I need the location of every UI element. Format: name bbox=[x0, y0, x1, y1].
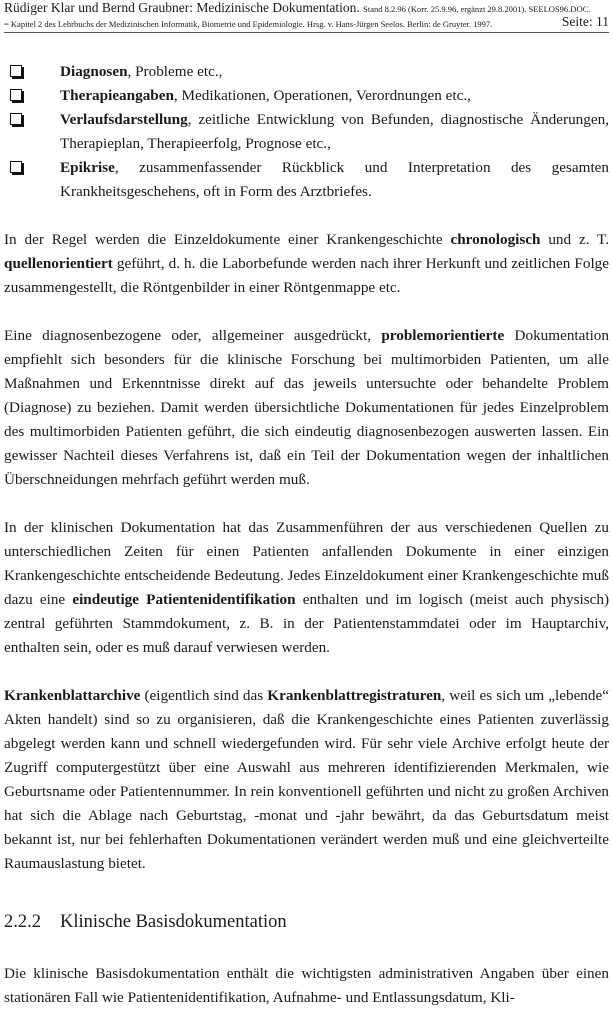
section-title: Klinische Basisdokumentation bbox=[60, 912, 287, 932]
page-header bbox=[4, 0, 609, 33]
text-run: Eine diagnosenbezogene oder, allgemeiner ausgedrückt, bbox=[4, 327, 382, 344]
section-number: 2.2.2 bbox=[4, 912, 41, 932]
text-run: Dokumentation empfiehlt sich besonders für die klinische Forschung bei multimorbiden Patienten, um alle Maßnahmen und Erkenntnisse direkt auf das jeweils untersuchte oder behandelte Problem (Diagnose) zu beziehen. Damit werden übersichtliche Dokumentationen für jedes Einzelproblem des multimorbiden Patienten geführt, die sich eindeutig diagnosenbezogen auswerten lassen. Ein gewisser Nachteil dieses Verfahrens ist, daß ein Teil der Dokumentation wegen der inhaltlichen Überschneidungen mehrfach geführt werden muß. bbox=[4, 327, 609, 488]
header-stand: Stand 8.2.96 (Korr. 25.9.96, ergänzt 29.8.2001). SEELOS96.DOC. bbox=[363, 4, 591, 14]
text-run: und z. T. bbox=[540, 231, 609, 248]
bold-term: Krankenblattregistraturen bbox=[267, 687, 442, 704]
text-run: In der klinischen Dokumentation hat das Zusammenführen der aus verschiedenen Quellen zu unterschiedlichen Zeiten für einen Patienten anfallenden Dokumente in einer einzigen Krankengeschichte entscheidende Bedeutung. Jedes Einzeldokument einer Krankengeschichte muß dazu eine bbox=[4, 519, 609, 608]
text-run: In der Regel werden die Einzeldokumente einer Krankengeschichte bbox=[4, 231, 451, 248]
header-line-1 bbox=[4, 0, 609, 17]
list-item bbox=[4, 108, 609, 156]
paragraph-basisdokumentation bbox=[4, 962, 609, 1010]
list-item bbox=[4, 60, 609, 84]
bullet-text: , zusammenfassender Rückblick und Interpretation des gesamten Krankheitsgeschehens, oft in Form des Arztbriefes. bbox=[60, 159, 609, 200]
page-number: Seite: 11 bbox=[561, 14, 609, 29]
bullet-text: , zeitliche Entwicklung von Befunden, diagnostische Änderungen, Therapieplan, Therapieerfolg, Prognose etc., bbox=[60, 111, 609, 152]
bullet-text: , Medikationen, Operationen, Verordnungen etc., bbox=[173, 87, 471, 104]
checkbox-bullet-icon bbox=[10, 161, 22, 173]
bullet-term: Epikrise bbox=[60, 159, 115, 176]
paragraph-chronologisch bbox=[4, 228, 609, 300]
paragraph-krankenblattarchive bbox=[4, 684, 609, 876]
checkbox-bullet-icon bbox=[10, 113, 22, 125]
document-body bbox=[4, 60, 609, 1010]
paragraph-patientenidentifikation bbox=[4, 516, 609, 660]
text-run: Die klinische Basisdokumentation enthält die wichtigsten administrativen Angaben über einen stationären Fall wie Patientenidentifikation, Aufnahme- und Entlassungsdatum, Kli- bbox=[4, 965, 609, 1006]
list-item bbox=[4, 84, 609, 108]
paragraph-problemorientiert bbox=[4, 324, 609, 492]
bullet-term: Verlaufsdarstellung bbox=[60, 111, 188, 128]
bullet-term: Diagnosen bbox=[60, 63, 128, 80]
list-item bbox=[4, 156, 609, 204]
header-chapter: = Kapitel 2 des Lehrbuchs der Medizinischen Informatik, Biometrie und Epidemiologie. Hrsg. v. Hans-Jürgen Seelos. Berlin: de Gruyter. 1997. bbox=[4, 19, 493, 29]
checkbox-bullet-icon bbox=[10, 65, 22, 77]
section-heading bbox=[4, 910, 609, 934]
bold-term: Krankenblattarchive bbox=[4, 687, 141, 704]
text-run: , weil es sich um „lebende“ Akten handelt) sind so zu organisieren, daß die Krankengeschichte eines Patienten zuverlässig abgelegt werden kann und schnell wiedergefunden wird. Für sehr viele Archive erfolgt heute der Zugriff computergestützt über eine Auswahl aus mehreren identifizierenden Merkmalen, wie Geburtsname oder Patientennummer. In rein konventionell geführten und nicht zu großen Archiven hat sich die Ablage nach Geburtstag, -monat und -jahr bewährt, da das Geburtsdatum meist bekannt ist, nur bei fehlerhaften Dokumentationen verändert werden muß und eine gleichverteilte Raumauslastung bietet. bbox=[4, 687, 609, 872]
bullet-text: , Probleme etc., bbox=[127, 63, 223, 80]
bullet-list bbox=[4, 60, 609, 204]
text-run: (eigentlich sind das bbox=[140, 687, 268, 704]
bullet-term: Therapieangaben bbox=[60, 87, 174, 104]
bold-term: quellenorientiert bbox=[4, 255, 113, 272]
text-run: enthalten und im logisch (meist auch physisch) zentral geführten Stammdokument, z. B. in der Patientenstammdatei oder im Hauptarchiv, enthalten sein, oder es muß darauf verwiesen werden. bbox=[4, 591, 610, 656]
text-run: geführt, d. h. die Laborbefunde werden nach ihrer Herkunft und zeitlichen Folge zusammengestellt, die Röntgenbilder in einer Röntgenmappe etc. bbox=[4, 255, 609, 296]
bold-term: eindeutige Patientenidentifikation bbox=[72, 591, 296, 608]
bold-term: problemorientierte bbox=[381, 327, 505, 344]
header-authors-title: Rüdiger Klar und Bernd Graubner: Medizinische Dokumentation. bbox=[4, 0, 360, 15]
bold-term: chronologisch bbox=[450, 231, 541, 248]
checkbox-bullet-icon bbox=[10, 89, 22, 101]
